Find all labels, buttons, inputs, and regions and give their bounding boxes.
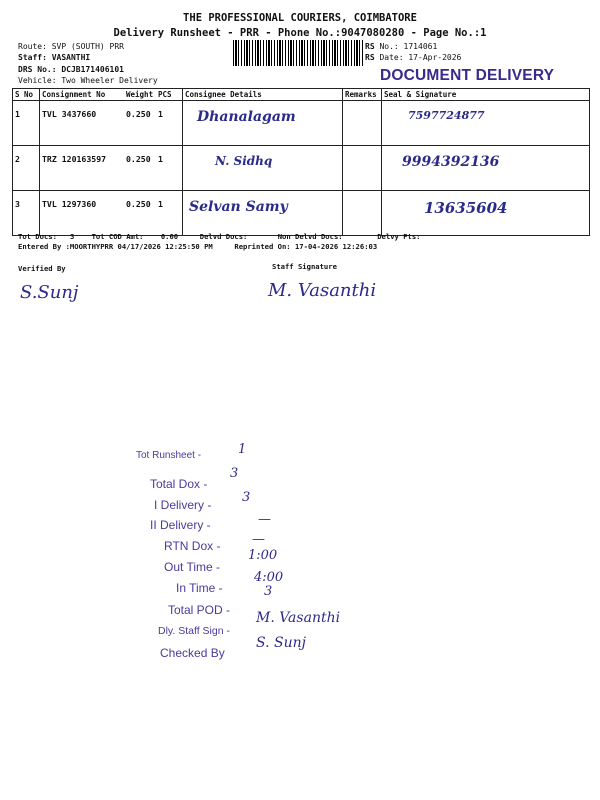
stamp-staff-sign-label: Dly. Staff Sign - — [158, 625, 230, 637]
stamp-ii-delivery-label: II Delivery - — [150, 518, 211, 532]
col-consignee: Consignee Details — [183, 89, 343, 101]
row-consignment: TVL 3437660 — [40, 101, 125, 146]
staff-signature: M. Vasanthi — [268, 280, 377, 301]
row-remarks — [343, 101, 382, 146]
stamp-i-delivery-label: I Delivery - — [154, 498, 212, 512]
consignment-table — [12, 88, 590, 236]
runsheet-title: Delivery Runsheet - PRR - Phone No.:9047080280 - Page No.:1 — [113, 27, 487, 39]
stamp-rtn-dox-value: — — [252, 532, 265, 547]
row-consignee: Dhanalagam — [183, 101, 343, 146]
row-consignment: TVL 1297360 — [40, 191, 125, 236]
vehicle-label: Vehicle: Two Wheeler Delivery — [18, 76, 158, 85]
stamp-total-dox-value: 3 — [230, 466, 239, 481]
route-label: Route: SVP (SOUTH) PRR — [18, 42, 124, 51]
rs-number: RS No.: 1714061 — [365, 42, 438, 51]
col-remarks: Remarks — [343, 89, 382, 101]
col-consignment: Consignment No — [40, 89, 125, 101]
stamp-out-time-label: Out Time - — [164, 560, 221, 574]
company-name: THE PROFESSIONAL COURIERS, COIMBATORE — [183, 12, 417, 24]
rs-date: RS Date: 17-Apr-2026 — [365, 53, 462, 62]
entered-line: Entered By :MOORTHYPRR 04/17/2026 12:25:50 PM Reprinted On: 17-04-2026 12:26:03 — [18, 242, 378, 251]
row-consignee: N. Sidhq — [183, 146, 343, 191]
stamp-total-pod-value: 3 — [264, 584, 273, 599]
col-sno: S No — [13, 89, 40, 101]
col-pcs: PCS — [156, 89, 183, 101]
row-sno: 1 — [13, 101, 40, 146]
row-pcs: 1 — [156, 146, 183, 191]
stamp-total-pod-label: Total POD - — [168, 603, 231, 617]
row-seal: 13635604 — [382, 191, 590, 236]
row-sno: 3 — [13, 191, 40, 236]
stamp-in-time-label: In Time - — [176, 581, 223, 595]
row-pcs: 1 — [156, 191, 183, 236]
row-weight: 0.250 — [124, 146, 156, 191]
stamp-checked-by-label: Checked By — [160, 646, 225, 660]
stamp-total-dox-label: Total Dox - — [150, 477, 208, 491]
row-remarks — [343, 191, 382, 236]
row-weight: 0.250 — [124, 191, 156, 236]
stamp-rtn-dox-label: RTN Dox - — [164, 539, 221, 553]
barcode — [233, 40, 363, 66]
staff-label: Staff: VASANTHI — [18, 53, 91, 62]
table-row — [13, 101, 590, 146]
stamp-runsheet-value: 1 — [238, 442, 247, 457]
table-header-row — [13, 89, 590, 101]
row-seal: 7597724877 — [382, 101, 590, 146]
totals-line: Tot Docs: 3 Tot COD Amt: 0.00 Delvd Docs: Non Delvd Docs: Delvy Pts: — [18, 232, 421, 241]
drs-number: DRS No.: DCJB171406101 — [18, 65, 124, 74]
document-delivery-stamp: DOCUMENT DELIVERY — [380, 67, 555, 84]
row-seal: 9994392136 — [382, 146, 590, 191]
row-sno: 2 — [13, 146, 40, 191]
verified-signature: S.Sunj — [20, 282, 79, 303]
stamp-in-time-value: 4:00 — [254, 570, 284, 585]
table-row — [13, 191, 590, 236]
col-seal: Seal & Signature — [382, 89, 590, 101]
stamp-runsheet-label: Tot Runsheet - — [136, 450, 202, 461]
stamp-staff-sign-value: M. Vasanthi — [256, 610, 341, 626]
stamp-ii-delivery-value: — — [258, 512, 271, 527]
row-remarks — [343, 146, 382, 191]
row-weight: 0.250 — [124, 101, 156, 146]
stamp-out-time-value: 1:00 — [248, 548, 278, 563]
staff-signature-label: Staff Signature — [272, 262, 337, 271]
row-consignee: Selvan Samy — [183, 191, 343, 236]
row-consignment: TRZ 120163597 — [40, 146, 125, 191]
table-row — [13, 146, 590, 191]
stamp-checked-by-value: S. Sunj — [256, 635, 306, 651]
col-weight: Weight — [124, 89, 156, 101]
row-pcs: 1 — [156, 101, 183, 146]
verified-by-label: Verified By — [18, 264, 66, 273]
stamp-i-delivery-value: 3 — [242, 490, 251, 505]
